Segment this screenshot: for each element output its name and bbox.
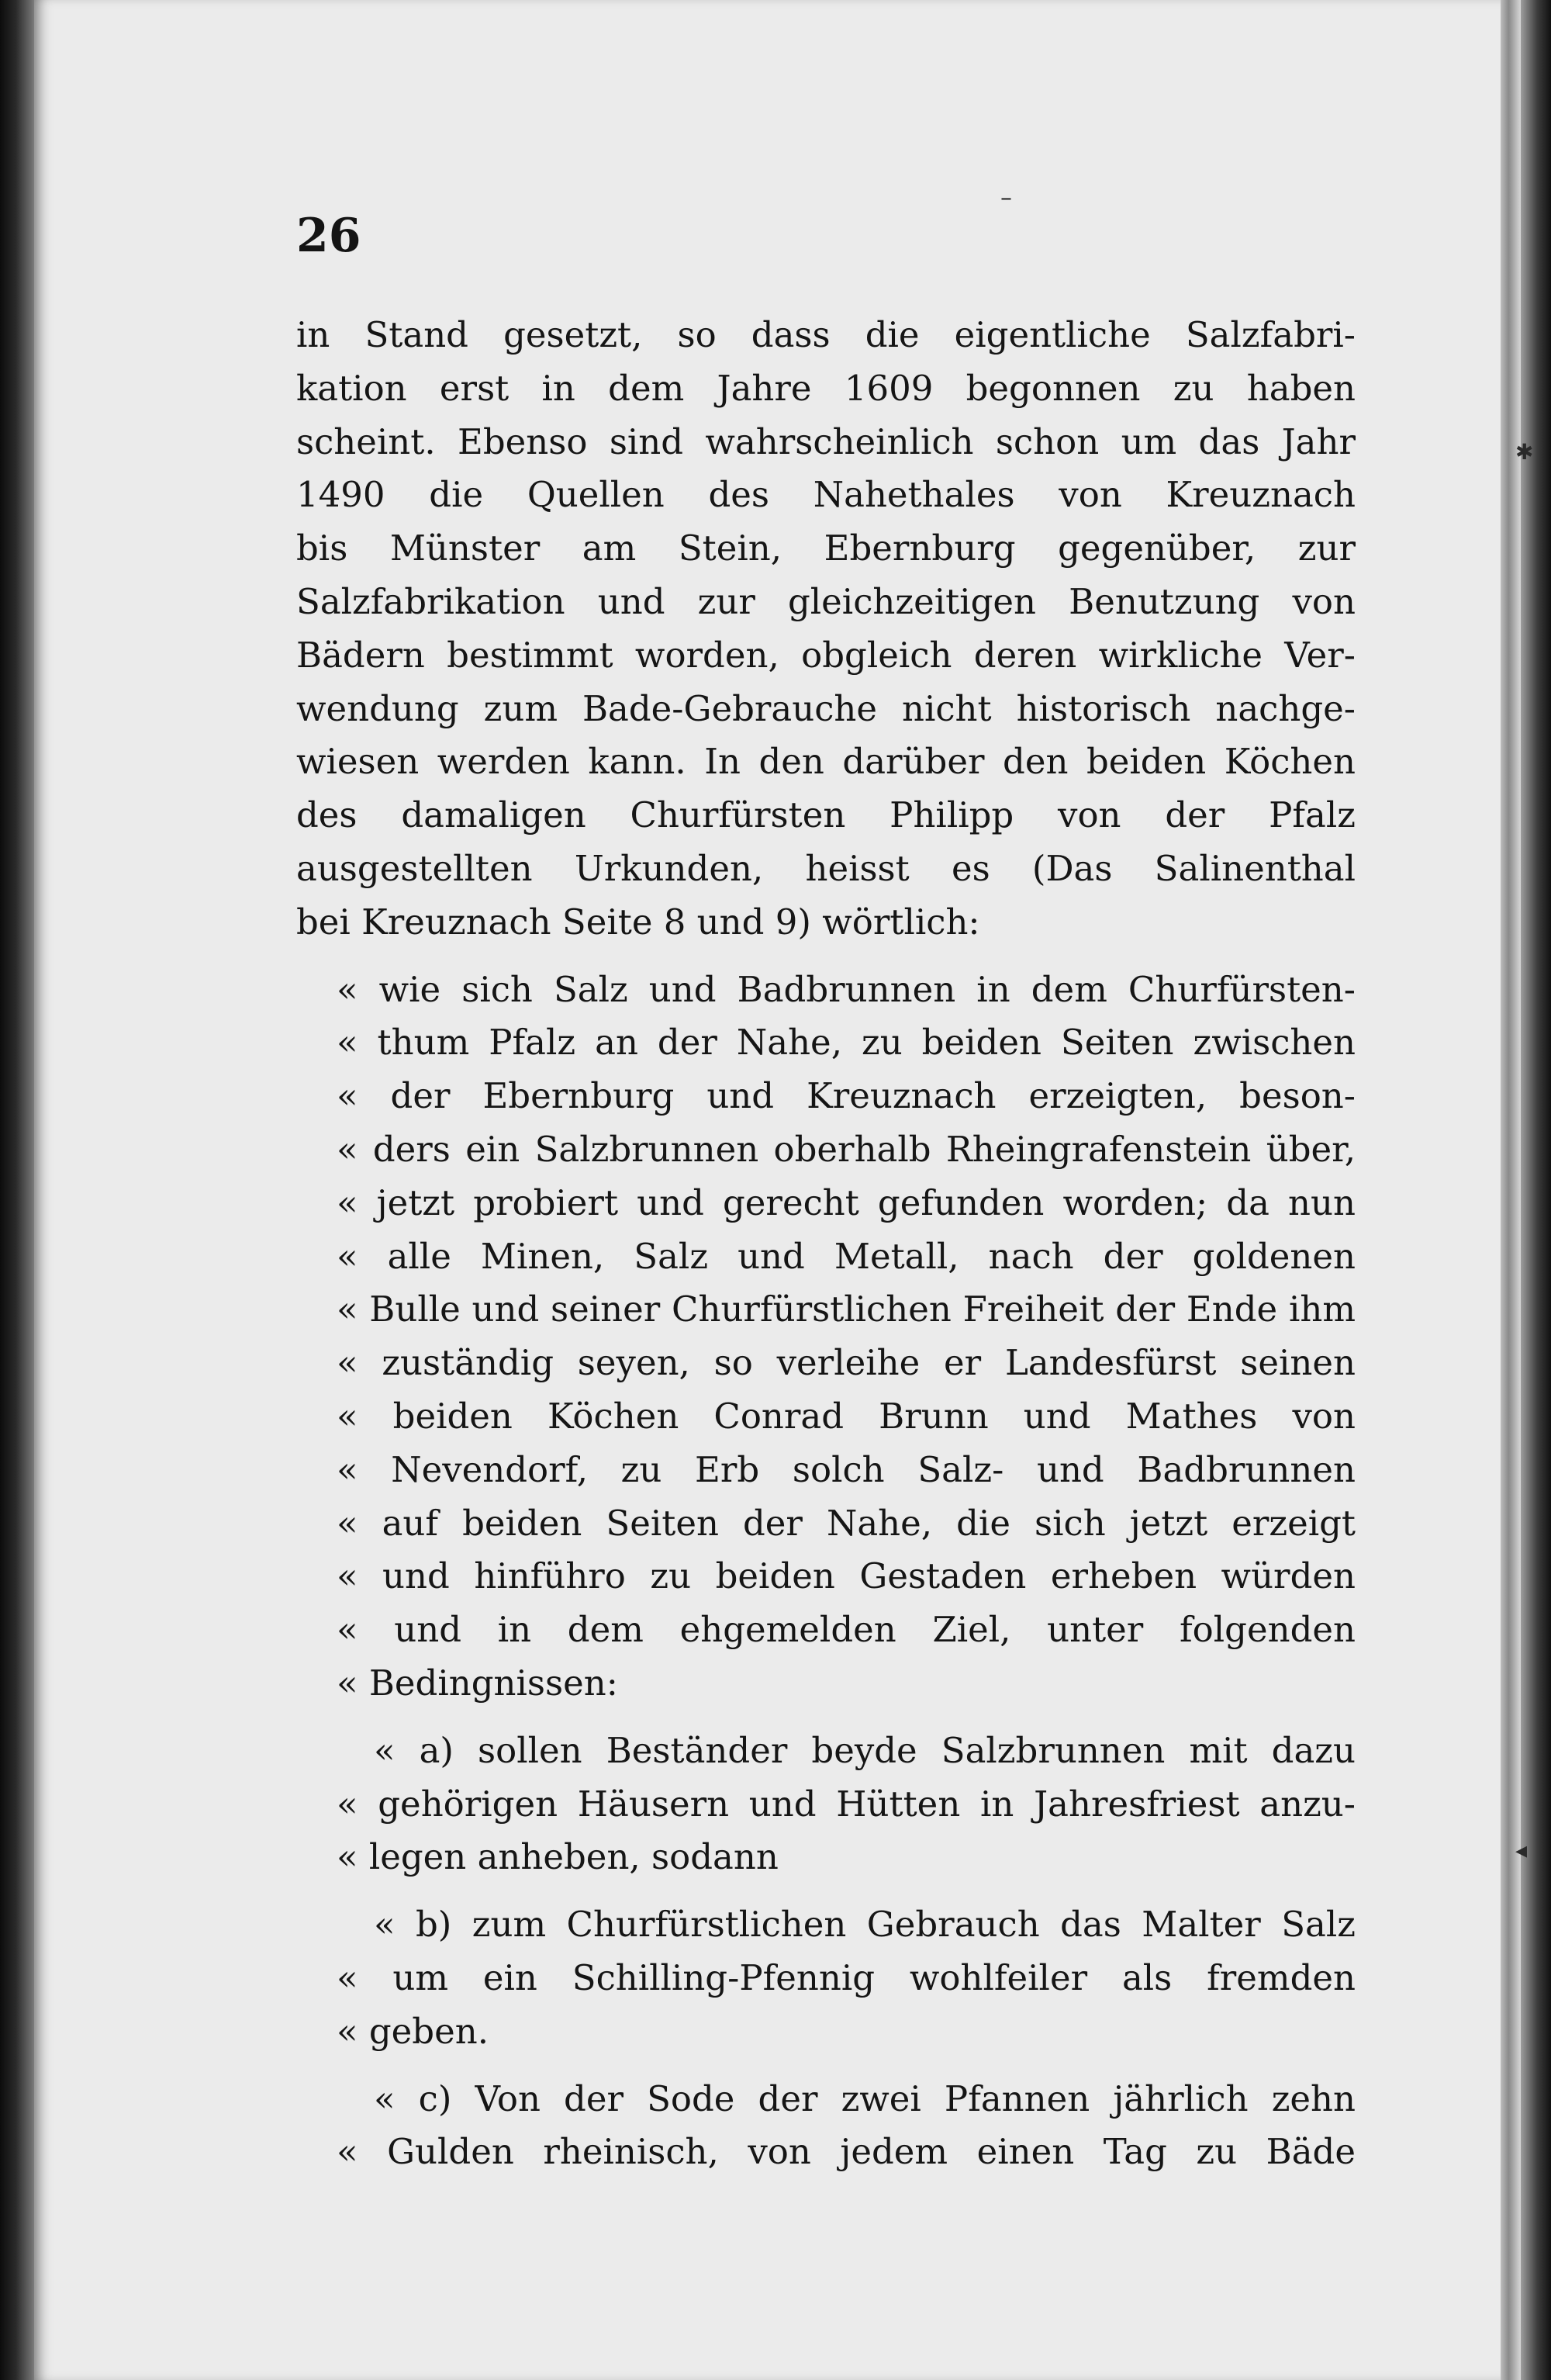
- quote-line: « thum Pfalz an der Nahe, zu beiden Seiten zwischen: [337, 1022, 1356, 1064]
- margin-mark: ✱: [1515, 439, 1534, 465]
- page-number: 26: [296, 209, 361, 263]
- quote-line: « alle Minen, Salz und Metall, nach der goldenen: [337, 1235, 1356, 1277]
- text-line: Salzfabrikation und zur gleichzeitigen Benutzung von: [296, 580, 1356, 622]
- quote-line: « und in dem ehgemelden Ziel, unter folgenden: [337, 1609, 1356, 1651]
- item-c-line: « c) Von der Sode der zwei Pfannen jährlich zehn: [374, 2077, 1356, 2119]
- text-line: 1490 die Quellen des Nahethales von Kreuznach: [296, 474, 1356, 516]
- item-a-line: « a) sollen Beständer beyde Salzbrunnen mit dazu: [374, 1729, 1356, 1771]
- quote-line: « ders ein Salzbrunnen oberhalb Rheingrafenstein über,: [337, 1128, 1356, 1170]
- item-a-line: « legen anheben, sodann: [337, 1836, 779, 1878]
- text-line: wiesen werden kann. In den darüber den beiden Köchen: [296, 741, 1356, 783]
- quote-line: « wie sich Salz und Badbrunnen in dem Churfürsten-: [337, 968, 1356, 1010]
- body-text: [296, 309, 1356, 2179]
- text-line: ausgestellten Urkunden, heisst es (Das Salinenthal: [296, 847, 1356, 889]
- quote-line: « der Ebernburg und Kreuznach erzeigten, beson-: [337, 1075, 1356, 1117]
- margin-arrow: ◂: [1515, 1837, 1528, 1864]
- item-b-line: « b) zum Churfürstlichen Gebrauch das Malter Salz: [374, 1904, 1356, 1946]
- quote-line: « jetzt probiert und gerecht gefunden worden; da nun: [337, 1181, 1356, 1223]
- text-line: scheint. Ebenso sind wahrscheinlich schon um das Jahr: [296, 420, 1356, 462]
- text-line: in Stand gesetzt, so dass die eigentliche Salzfabri-: [296, 314, 1356, 355]
- item-a-line: « gehörigen Häusern und Hütten in Jahresfriest anzu-: [337, 1783, 1356, 1825]
- item-c-line: « Gulden rheinisch, von jedem einen Tag zu Bäde: [337, 2131, 1356, 2173]
- quote-line: « zuständig seyen, so verleihe er Landesfürst seinen: [337, 1342, 1356, 1384]
- item-b-line: « um ein Schilling-Pfennig wohlfeiler als fremden: [337, 1956, 1356, 1998]
- quote-line: « Bulle und seiner Churfürstlichen Freiheit der Ende ihm: [337, 1289, 1356, 1330]
- quote-line: « und hinführo zu beiden Gestaden erheben würden: [337, 1555, 1356, 1597]
- item-b-line: « geben.: [337, 2010, 489, 2052]
- quote-line: « beiden Köchen Conrad Brunn und Mathes von: [337, 1395, 1356, 1437]
- text-line: Bädern bestimmt worden, obgleich deren wirkliche Ver-: [296, 634, 1356, 676]
- text-line: des damaligen Churfürsten Philipp von der Pfalz: [296, 794, 1356, 836]
- text-line: wendung zum Bade-Gebrauche nicht historisch nachge-: [296, 687, 1356, 729]
- text-line: bis Münster am Stein, Ebernburg gegenüber, zur: [296, 528, 1356, 569]
- quote-line: « auf beiden Seiten der Nahe, die sich jetzt erzeigt: [337, 1502, 1356, 1544]
- scan-edge-right: [1521, 0, 1551, 2380]
- text-line: kation erst in dem Jahre 1609 begonnen zu haben: [296, 367, 1356, 409]
- text-line: bei Kreuznach Seite 8 und 9) wörtlich:: [296, 901, 980, 943]
- page-fold: [1501, 0, 1521, 2380]
- quote-line: « Nevendorf, zu Erb solch Salz- und Badbrunnen: [337, 1448, 1356, 1490]
- quote-line: « Bedingnissen:: [337, 1662, 618, 1704]
- stray-mark: –: [1000, 185, 1012, 212]
